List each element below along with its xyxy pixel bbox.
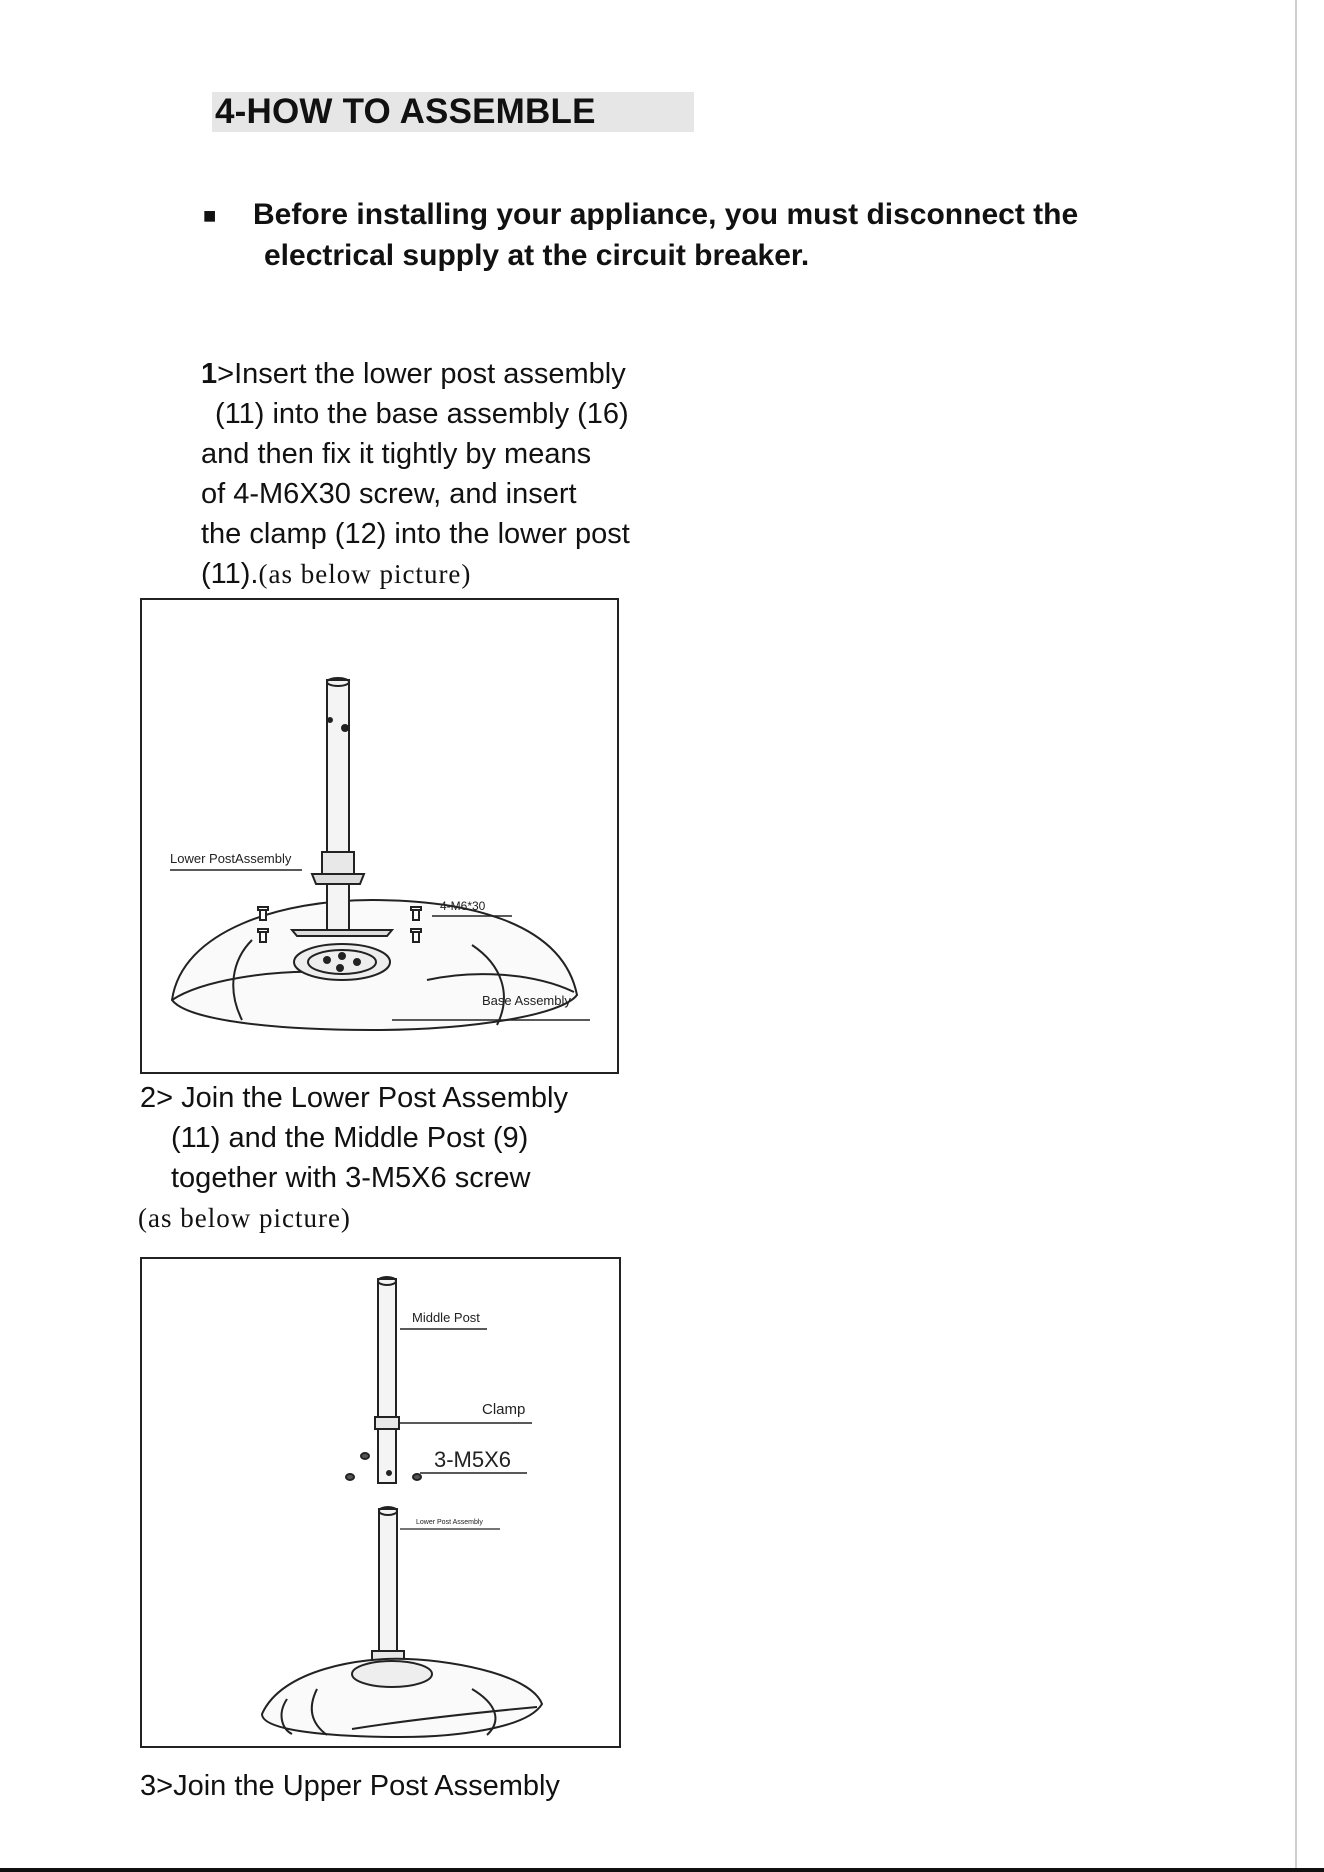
step-2-line-1: 2> Join the Lower Post Assembly	[140, 1082, 568, 1114]
step-1-line-4: of 4-M6X30 screw, and insert	[201, 478, 577, 510]
page-edge-rule	[1295, 0, 1297, 1872]
step-1-line-5: the clamp (12) into the lower post	[201, 518, 630, 550]
section-title: 4-HOW TO ASSEMBLE	[212, 92, 694, 132]
step-1-line-2: (11) into the base assembly (16)	[215, 398, 629, 430]
figure-2-label-screws: 3-M5X6	[434, 1447, 512, 1472]
figure-1-illustration	[142, 600, 621, 1076]
step-1-text	[201, 354, 630, 594]
step-2-line-4: (as below picture)	[138, 1203, 351, 1233]
step-1-number: 1	[201, 358, 218, 390]
figure-1-label-lower-post: Lower PostAssembly	[170, 851, 292, 866]
figure-2-middle-post-assembly	[140, 1257, 621, 1748]
step-2-line-2: (11) and the Middle Post (9)	[171, 1122, 529, 1154]
figure-2-label-clamp: Clamp	[482, 1401, 526, 1418]
step-3-text	[140, 1766, 560, 1806]
figure-2-label-middle-post: Middle Post	[412, 1310, 480, 1325]
bullet-icon: ■	[203, 203, 217, 228]
warning-line-1: Before installing your appliance, you must disconnect the	[253, 198, 1079, 231]
figure-2-illustration	[142, 1259, 623, 1750]
step-1-line-1: 1>Insert the lower post assembly	[201, 358, 626, 390]
step-2-line-3: together with 3-M5X6 screw	[171, 1162, 531, 1194]
figure-1-label-base: Base Assembly	[482, 993, 571, 1008]
figure-1-base-assembly	[140, 598, 619, 1074]
warning-line-2: electrical supply at the circuit breaker.	[264, 239, 810, 272]
step-2-text	[140, 1078, 568, 1238]
figure-2-label-lower-post: Lower Post Assembly	[416, 1519, 483, 1526]
step-1-line-6: (11).(as below picture)	[201, 558, 472, 590]
step-3-line-1: 3>Join the Upper Post Assembly	[140, 1770, 560, 1802]
step-1-line-3: and then fix it tightly by means	[201, 438, 592, 470]
page-bottom-rule	[0, 1868, 1324, 1872]
figure-1-label-screws: 4-M6*30	[440, 899, 486, 913]
